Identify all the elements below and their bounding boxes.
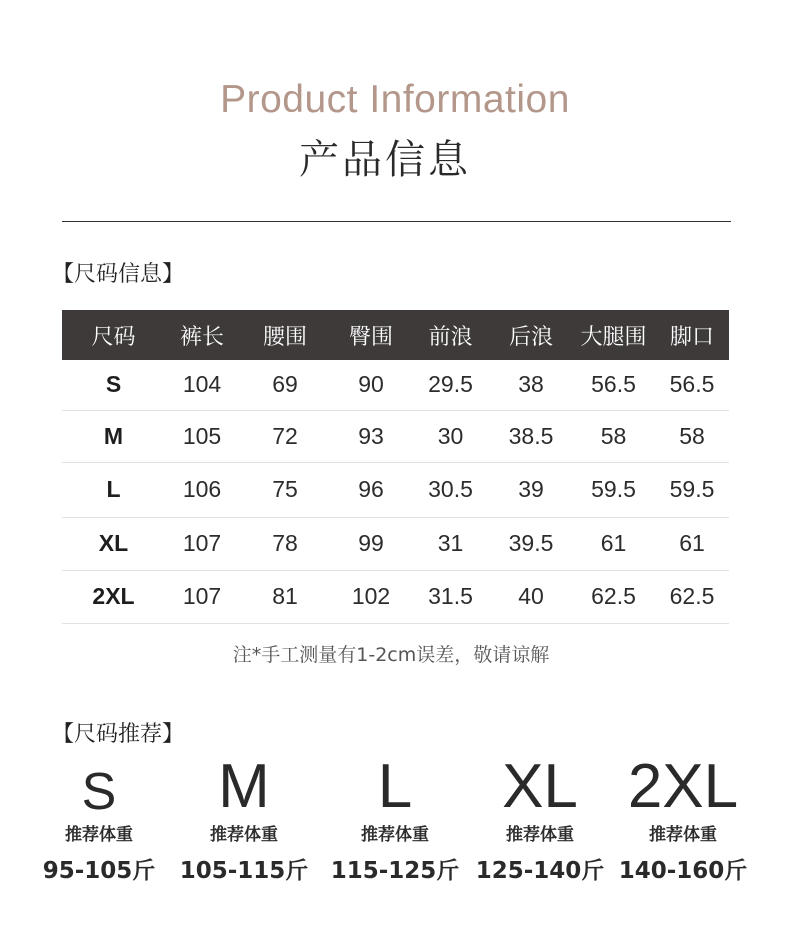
table-row — [62, 360, 729, 410]
table-cell: 75 — [239, 462, 331, 517]
table-cell: 69 — [239, 360, 331, 410]
table-cell: 99 — [331, 517, 411, 570]
recommendation-item — [613, 752, 753, 886]
table-cell: 102 — [331, 570, 411, 623]
table-cell: S — [62, 360, 165, 410]
recommended-weight-range: 115-125斤 — [330, 858, 460, 884]
recommended-size: XL — [502, 752, 578, 821]
table-cell: 106 — [165, 462, 239, 517]
table-cell: 56.5 — [572, 360, 655, 410]
header-divider — [62, 221, 731, 222]
size-recommendation-label: 【尺码推荐】 — [52, 722, 185, 747]
table-cell: 107 — [165, 570, 239, 623]
table-cell: XL — [62, 517, 165, 570]
table-cell: 31.5 — [411, 570, 490, 623]
table-row — [62, 410, 729, 462]
table-cell: 39 — [490, 462, 572, 517]
table-cell: 81 — [239, 570, 331, 623]
recommendation-item — [470, 752, 610, 886]
table-cell: 104 — [165, 360, 239, 410]
recommendation-item — [174, 752, 314, 886]
table-cell: 61 — [655, 517, 729, 570]
measurement-note: 注*手工测量有1-2cm误差，敬请谅解 — [232, 644, 550, 666]
column-header: 大腿围 — [572, 310, 655, 360]
table-cell: 30.5 — [411, 462, 490, 517]
recommended-weight-caption: 推荐体重 — [361, 825, 429, 845]
recommended-size: S — [81, 763, 117, 821]
column-header: 裤长 — [165, 310, 239, 360]
table-cell: L — [62, 462, 165, 517]
table-cell: 40 — [490, 570, 572, 623]
table-cell: 38.5 — [490, 410, 572, 462]
table-cell: 96 — [331, 462, 411, 517]
recommended-size: L — [377, 752, 413, 821]
recommended-weight-range: 95-105斤 — [42, 858, 156, 884]
recommendation-item — [325, 752, 465, 886]
table-cell: 38 — [490, 360, 572, 410]
table-cell: 107 — [165, 517, 239, 570]
column-header: 腰围 — [239, 310, 331, 360]
table-cell: 56.5 — [655, 360, 729, 410]
recommended-weight-caption: 推荐体重 — [210, 825, 278, 845]
table-cell: 72 — [239, 410, 331, 462]
title-chinese: 产品信息 — [299, 137, 471, 183]
table-header-row — [62, 310, 729, 360]
recommended-weight-range: 125-140斤 — [475, 858, 605, 884]
table-cell: M — [62, 410, 165, 462]
table-cell: 2XL — [62, 570, 165, 623]
table-cell: 61 — [572, 517, 655, 570]
recommended-weight-caption: 推荐体重 — [506, 825, 574, 845]
table-row — [62, 517, 729, 570]
table-row — [62, 570, 729, 623]
recommended-size: 2XL — [627, 752, 739, 821]
table-cell: 31 — [411, 517, 490, 570]
table-cell: 105 — [165, 410, 239, 462]
table-cell: 90 — [331, 360, 411, 410]
table-cell: 62.5 — [572, 570, 655, 623]
recommended-size: M — [218, 752, 270, 821]
recommended-weight-caption: 推荐体重 — [649, 825, 717, 845]
size-info-label: 【尺码信息】 — [52, 262, 185, 287]
column-header: 后浪 — [490, 310, 572, 360]
column-header: 脚口 — [655, 310, 729, 360]
table-cell: 30 — [411, 410, 490, 462]
table-cell: 39.5 — [490, 517, 572, 570]
table-cell: 62.5 — [655, 570, 729, 623]
table-cell: 93 — [331, 410, 411, 462]
table-cell: 78 — [239, 517, 331, 570]
recommended-weight-range: 140-160斤 — [618, 858, 748, 884]
table-row — [62, 462, 729, 517]
recommended-weight-caption: 推荐体重 — [65, 825, 133, 845]
recommendation-item — [29, 752, 169, 886]
column-header: 臀围 — [331, 310, 411, 360]
recommended-weight-range: 105-115斤 — [179, 858, 309, 884]
table-cell: 59.5 — [572, 462, 655, 517]
table-cell: 59.5 — [655, 462, 729, 517]
size-table — [62, 310, 729, 624]
table-cell: 58 — [655, 410, 729, 462]
column-header: 尺码 — [62, 310, 165, 360]
title-english: Product Information — [220, 78, 570, 121]
table-cell: 58 — [572, 410, 655, 462]
table-cell: 29.5 — [411, 360, 490, 410]
column-header: 前浪 — [411, 310, 490, 360]
